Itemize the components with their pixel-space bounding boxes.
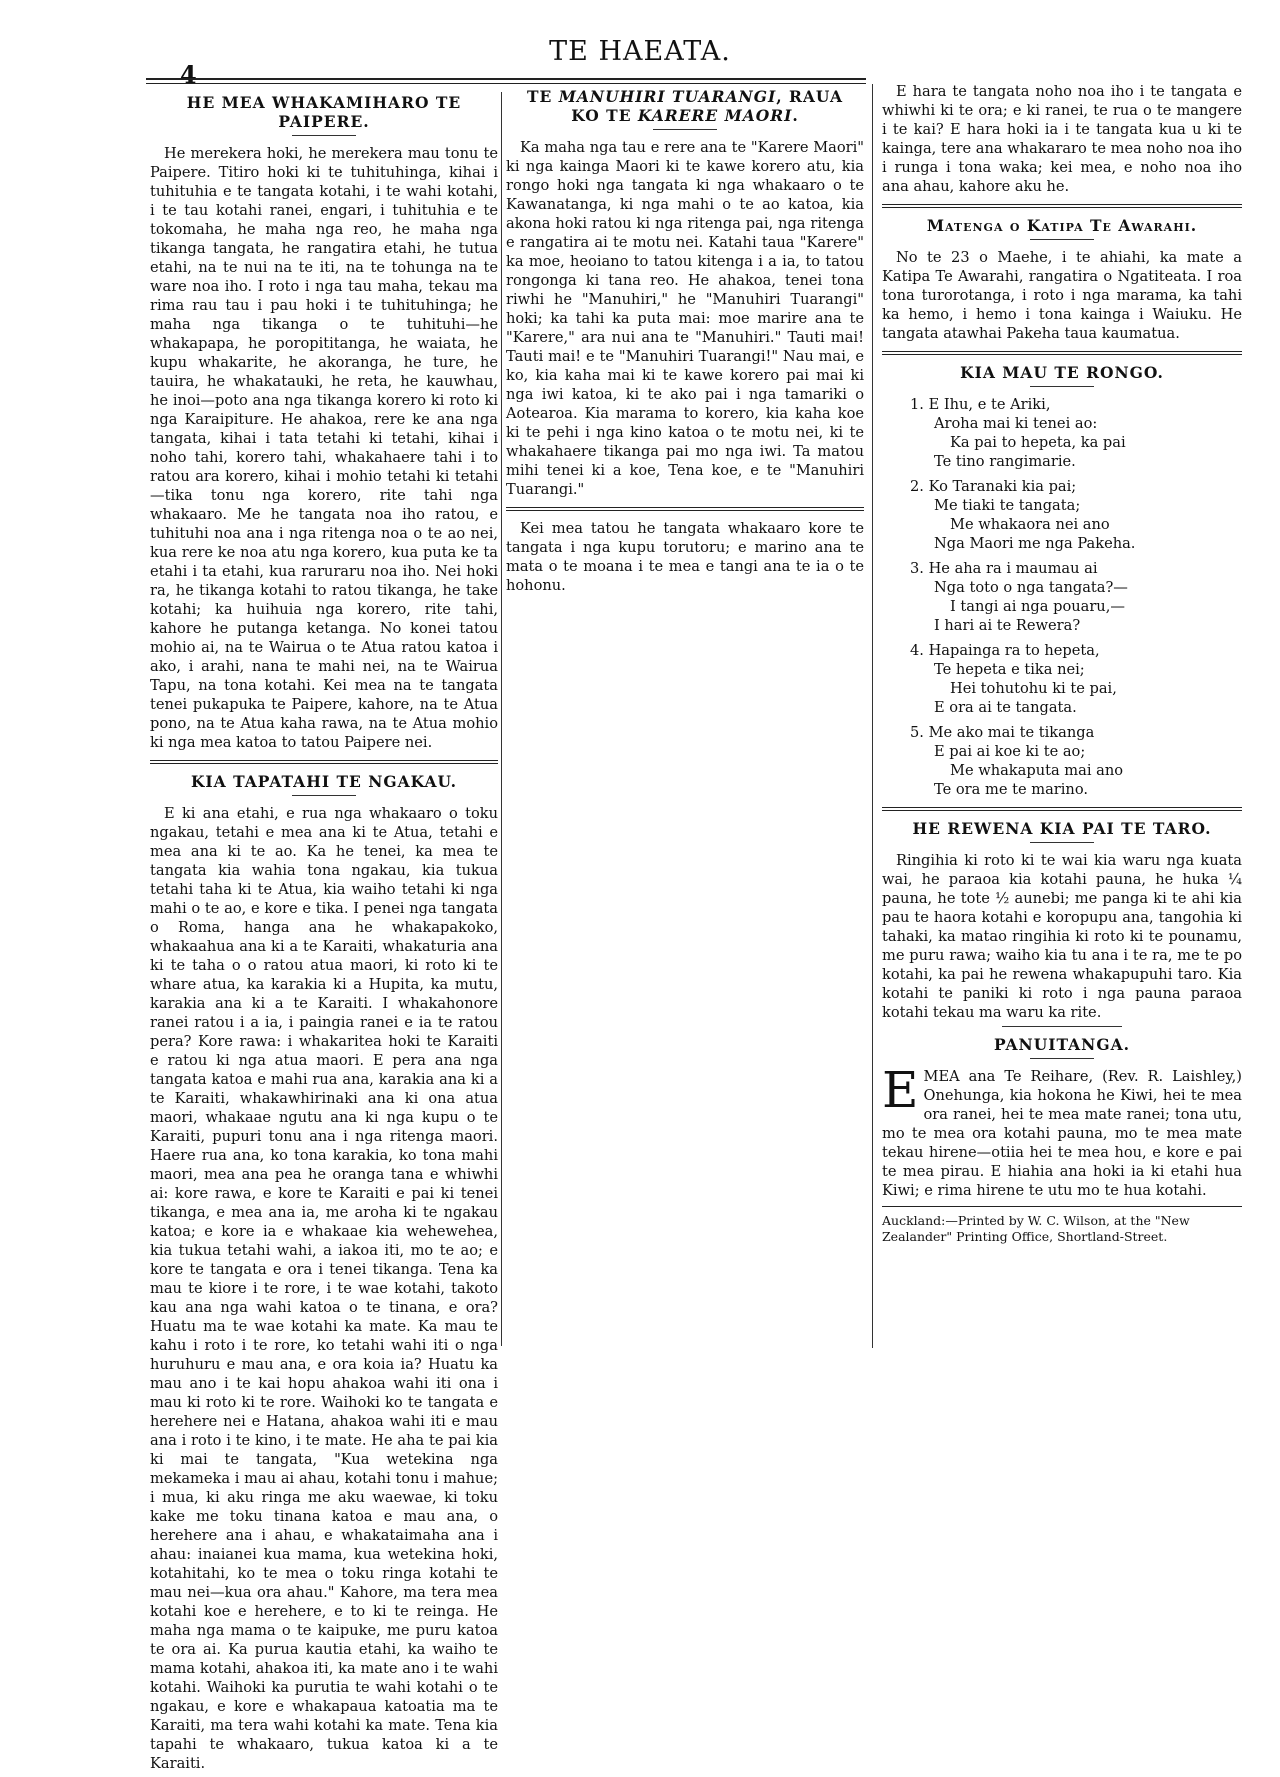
poem-line-text: E Ihu, e te Ariki, [928, 396, 1051, 413]
article-manuhiri [506, 87, 864, 499]
poem-line-text: Me ako mai te tikanga [928, 724, 1095, 741]
poem-line: Te hepeta e tika nei; [934, 661, 1085, 678]
printer-imprint: Auckland:—Printed by W. C. Wilson, at the "New Zealander" Printing Office, Shortland-Street. [882, 1213, 1190, 1244]
header-rule [146, 78, 866, 84]
section-rule [882, 807, 1242, 811]
section-rule [882, 351, 1242, 355]
article-paragraph: No te 23 o Maehe, i te ahiahi, ka mate a Katipa Te Awarahi, rangatira o Ngatiteata. I roa tona turorotanga, i roto i nga marama, ka tahi ka hemo, i hemo i tona kainga i Waiuku. He tangata atawhai Pakeha taua kaumatua. [882, 249, 1242, 342]
short-rule [1030, 842, 1094, 843]
article-paragraph: E hara te tangata noho noa iho i te tangata e whiwhi ki te ora; e ki ranei, te rua o te mangere i te kai? E hara hoki ia i te tangata kua u ki te kainga, tere ana whakararo te mea noho noa iho i runga i tona waka; kei mea, e noho noa iho ana ahau, kahore aku he. [882, 83, 1242, 195]
poem-line [882, 723, 1242, 742]
column-2 [506, 87, 864, 599]
poem-line: Me whakaora nei ano [950, 516, 1110, 533]
poem-line: Te ora me te marino. [934, 781, 1088, 798]
article-paragraph: He merekera hoki, he merekera mau tonu te Paipere. Titiro hoki ki te tuhituhinga, kihai i tuhituhia e te tangata kotahi, i te wahi kotahi, i te tau kotahi ranei, engari, i tuhituhia e te tokomaha, he maha nga reo, he maha nga tikanga tangata, he rangatira etahi, he tutua etahi, na te nui na te iti, na te tohunga na te ware noa iho. I roto i nga tau maha, tekau ma rima rau tau i pau hoki i te tuhituhinga; he maha nga tikanga o te tuhituhi—he whakapapa, he poropititanga, he waiata, he kupu whakarite, he akoranga, he ture, he tauira, he whakatauki, he reta, he kauwhau, he inoi—poto ana nga tikanga korero ki roto ki nga Karaipiture. He ahakoa, rere ke ana nga tangata, kihai i tata tetahi ki tetahi, kihai i noho tahi, korero tahi, whakahaere tahi i to ratou ara korero, kihai i mohio tetahi ki tetahi—tika tonu nga korero, rite tahi nga whakaaro. Me he tangata noa iho ratou, e tuhituhi noa ana i nga ritenga noa o te ao nei, kua rere ke noa atu nga korero, kua puta ke ta etahi i ta etahi, kua raruraru noa iho. Nei hoki ra, he tikanga kotahi to ratou tikanga, he take kotahi; ka huihuia nga korero, rite tahi, kahore he putanga ketanga. No konei tatou mohio ai, na te Wairua o te Atua ratou katoa i ako, i arahi, nana te mahi nei, na te Wairua Tapu, na tona kotahi. Kei mea na te tangata tenei pukapuka te Paipere, kahore, na te Atua pono, na te Atua kaha rawa, na te Atua mohio ki nga mea katoa to tatou Paipere nei. [150, 145, 498, 751]
column-divider-left [501, 92, 502, 1346]
column-divider-right [872, 84, 873, 1348]
poem-line: E ora ai te tangata. [934, 699, 1077, 716]
article-paragraph: Ringihia ki roto ki te wai kia waru nga kuata wai, he paraoa kia kotahi pauna, he huka ¼ pauna, he tote ½ aunebi; me panga ki te ahi kia pau te haora kotahi e koropupu ana, tangohia ki tahaki, ka matao ringihia ki roto ki te pounamu, me puru rawa; waiho kia tu ana i te ra, me te po kotahi, ka pai he rewena whakapupuhi taro. Kia kotahi te paniki ki roto i nga pauna paraoa kotahi tekau ma waru ka rite. [882, 852, 1242, 1021]
poem-line: Nga Maori me nga Pakeha. [934, 535, 1136, 552]
article-title: Matenga o Katipa Te Awarahi. [926, 216, 1198, 235]
poem-stanza [882, 723, 1242, 799]
poem-line-text: Hapainga ra to hepeta, [928, 642, 1100, 659]
poem-line: I tangi ai nga pouaru,— [950, 598, 1125, 615]
drop-cap: E [882, 1061, 919, 1119]
short-rule [1030, 386, 1094, 387]
stanza-number: 3. [910, 560, 924, 577]
poem-line-text: He aha ra i maumau ai [928, 560, 1098, 577]
title-text: KO TE [571, 106, 638, 125]
article-paragraph: E ki ana etahi, e rua nga whakaaro o toku ngakau, tetahi e mea ana ki te Atua, tetahi e mea ana ki te ao. Ka he tenei, ka mea te tangata kia wahia tona ngakau, kia tukua tetahi taha ki te Atua, kia waiho tetahi ki nga mahi o te ao, e kore e tika. I penei nga tangata o Roma, hanga ana he whakapakoko, whakaahua ana ki a te Karaiti, whakaturia ana ki te taha o o ratou atua maori, ki roto ki te whare atua, ka karakia ki a Hupita, ka mutu, karakia ana ki a te Karaiti. I whakahonore ranei ratou i a ia, i paingia ranei e ia te ratou pera? Kore rawa: i whakaritea hoki te Karaiti e ratou ki nga atua maori. E pera ana nga tangata katoa e mahi rua ana, karakia ana ki a te Karaiti, whakawhirinaki ana ki ona atua maori, whakaae ngutu ana ki nga kupu o te Karaiti, pupuri tonu ana i nga ritenga maori. Haere rua ana, ko tona karakia, ko tona mahi maori, mea ana pea he oranga tana e whiwhi ai: kore rawa, e kore te Karaiti e pai ki tenei tikanga, e mea ana ia, me aroha ki te ngakau katoa; e kore ia e whakaae kia wehewehea, kia tukua tetahi wahi, a iakoa iti, mo te ao; e kore te tangata e ora i tenei tikanga. Tena ka mau te kiore i te rore, i te wae kotahi, takoto kau ana nga wahi katoa o te tinana, e ora? Huatu ma te wae kotahi ka mate. Ka mau te kahu i roto i te rore, ko tetahi wahi iti o nga huruhuru e mau ana, e ora koia ia? Huatu ka mau ano i te kai hopu ahakoa wahi iti ona i mau ki roto ki te rore. Waihoki ko te tangata e herehere nei e Hatana, ahakoa wahi iti e mau ana i roto i te kino, i te mate. He aha te pai kia ki mai te tangata, "Kua wetekina nga mekameka i mau ai ahau, kotahi tonu i mahue; i mua, ki aku ringa me aku waewae, ki toku kake me toku tinana katoa e mau ana, o herehere ana i ahau, e whakataimaha ana i ahau: inaianei kua mama, kua wetekina hoki, kotahitahi, ko te mea o toku ringa kotahi te mau nei—kua ora ahau." Kahore, ma tera mea kotahi koe e herehere, e to ki te reinga. He maha nga mama o te kaipuke, me puru katoa te ora ai. Ka purua kautia etahi, ka waiho te mama kotahi, ahakoa iti, ka mate ano i te wahi kotahi. Waihoki ka purutia te wahi kotahi o te ngakau, e kore e whakapaua katoatia ma te Karaiti, ma tera wahi kotahi ka mate. Tena kia tapahi te whakaaro, tukua katoa ki a te Karaiti. [150, 805, 498, 1772]
poem-stanza [882, 477, 1242, 553]
article-paragraph [882, 1061, 1242, 1200]
poem-stanza [882, 641, 1242, 717]
article-title: KIA MAU TE RONGO. [960, 363, 1164, 382]
poem-line: Ka pai to hepeta, ka pai [950, 434, 1126, 451]
article-paragraph: Kei mea tatou he tangata whakaaro kore te tangata i nga kupu torutoru; e marino ana te mata o te moana i te mea e tangi ana te ia o te hohonu. [506, 520, 864, 594]
section-rule [882, 1206, 1242, 1207]
stanza-number: 4. [910, 642, 924, 659]
article-title: HE MEA WHAKAMIHARO TE PAIPERE. [186, 93, 462, 131]
article-rewena [882, 819, 1242, 1022]
section-rule [506, 507, 864, 511]
poem-line: E pai ai koe ki te ao; [934, 743, 1086, 760]
column-1 [150, 93, 498, 1777]
article-title: KIA TAPATAHI TE NGAKAU. [190, 772, 458, 791]
article-title: HE REWENA KIA PAI TE TARO. [912, 819, 1212, 838]
short-rule [1030, 239, 1094, 240]
poem-line: Me tiaki te tangata; [934, 497, 1081, 514]
article-paragraph: Ka maha nga tau e rere ana te "Karere Maori" ki nga kainga Maori ki te kawe korero atu, kia rongo hoki nga tangata ki nga whakaaro o te Kawanatanga, ki nga mahi o te ao katoa, kia akona hoki ratou ki nga ritenga pai, nga ritenga e rangatira ai te motu nei. Katahi taua "Karere" ka moe, heoiano to tatou kitenga i a ia, to tatou rongonga ki tana reo. He ahakoa, tenei tona riwhi he "Manuhiri," he "Manuhiri Tuarangi" hoki; ka tahi ka puta mai: moe marire ana te "Karere," ara nui ana te "Manuhiri." Tauti mai! Tauti mai! e te "Manuhiri Tuarangi!" Nau mai, e ko, kia kaha mai ki te kawe korero pai mai ki nga iwi katoa, ki te ako pai i nga tamariki o Aotearoa. Kia marama to korero, kia kaha koe ki te pehi i nga kino katoa o te motu nei, ki te whakahaere tikanga pai mo nga iwi. Ta matou mihi tenei ki a koe, Tena koe, e te "Manuhiri Tuarangi." [506, 139, 864, 498]
title-text: . [792, 106, 799, 125]
poem-stanza [882, 559, 1242, 635]
masthead: TE HAEATA. [549, 36, 731, 67]
section-rule [150, 760, 498, 764]
stanza-number: 5. [910, 724, 924, 741]
poem-line: Nga toto o nga tangata?— [934, 579, 1128, 596]
section-rule [882, 204, 1242, 208]
article-title: PANUITANGA. [993, 1035, 1131, 1054]
poem-line [882, 641, 1242, 660]
poem-line [882, 477, 1242, 496]
short-rule [292, 135, 356, 136]
poem-stanza [882, 395, 1242, 471]
article-title [506, 87, 864, 125]
poem-line-text: Ko Taranaki kia pai; [928, 478, 1077, 495]
title-text: TE [527, 87, 559, 106]
title-emphasis: KARERE MAORI [637, 106, 793, 125]
short-rule [292, 795, 356, 796]
poem-line [882, 395, 1242, 414]
short-rule [1030, 1058, 1094, 1059]
article-rongo [882, 363, 1242, 799]
column-3 [882, 82, 1242, 1245]
title-text: , RAUA [776, 87, 843, 106]
poem [882, 395, 1242, 799]
poem-line: I hari ai te Rewera? [934, 617, 1081, 634]
poem-line: Me whakaputa mai ano [950, 762, 1124, 779]
short-rule [653, 129, 717, 130]
article-kupu [506, 519, 864, 595]
article-tapatahi [150, 772, 498, 1773]
paragraph-text: MEA ana Te Reihare, (Rev. R. Laishley,) Onehunga, kia hokona he Kiwi, hei te mea ora ranei, hei te mea mate ranei; tona utu, mo te mea ora kotahi pauna, mo te mea mate tekau hirene—otiia hei te mea hou, e kore e pai te mea pirau. E hiahia ana hoki ia ki etahi hua Kiwi; e rima hirene te utu mo te hua kotahi. [882, 1068, 1242, 1199]
poem-line: Hei tohutohu ki te pai, [950, 680, 1117, 697]
poem-line [882, 559, 1242, 578]
short-rule [1002, 1026, 1122, 1027]
article-panuitanga [882, 1035, 1242, 1200]
page-number: 4 [180, 60, 197, 89]
stanza-number: 2. [910, 478, 924, 495]
stanza-number: 1. [910, 396, 924, 413]
article-ehara [882, 82, 1242, 196]
poem-line: Aroha mai ki tenei ao: [934, 415, 1098, 432]
title-emphasis: MANUHIRI TUARANGI [558, 87, 777, 106]
article-matenga [882, 216, 1242, 343]
article-paipere [150, 93, 498, 752]
poem-line: Te tino rangimarie. [934, 453, 1076, 470]
